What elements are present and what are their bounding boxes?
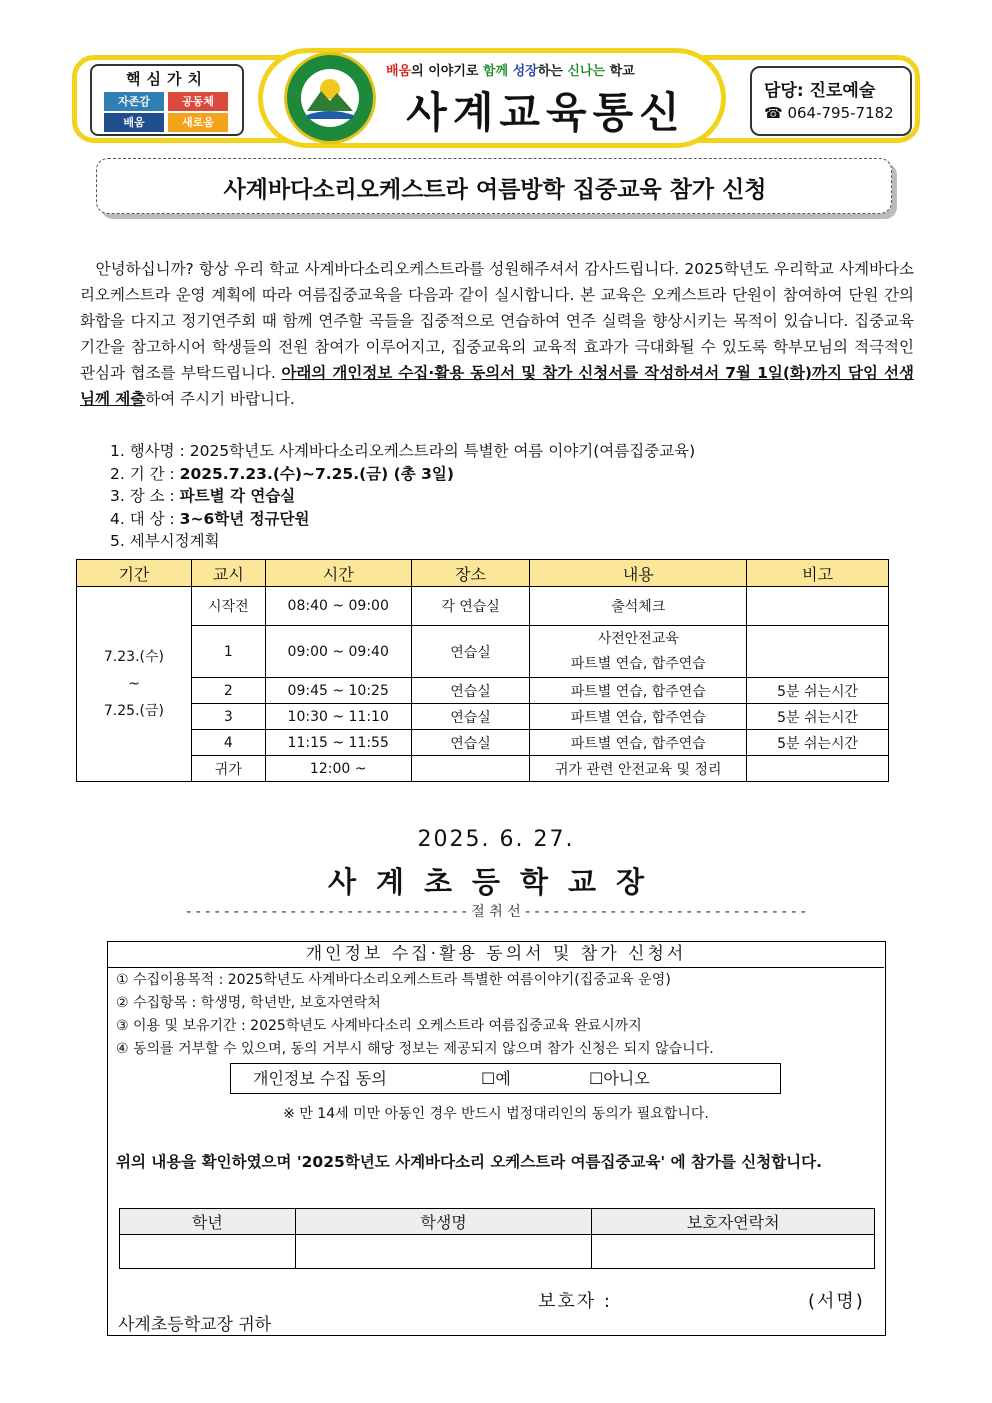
place-cell: 연습실 bbox=[411, 704, 530, 730]
item-period: 2. 기 간 : 2025.7.23.(수)~7.25.(금) (총 3일) bbox=[110, 464, 454, 483]
period-cell: 7.23.(수) ~ 7.25.(금) bbox=[77, 587, 192, 782]
session-cell: 귀가 bbox=[191, 756, 265, 782]
content-cell: 파트별 연습, 합주연습 bbox=[530, 730, 747, 756]
time-cell: 11:15 ~ 11:55 bbox=[265, 730, 411, 756]
agree-yes-option[interactable]: ☐예 bbox=[481, 1069, 511, 1088]
contact-label: 담당: 진로예술 bbox=[764, 81, 876, 101]
note-cell bbox=[747, 587, 889, 626]
application-confirm: 위의 내용을 확인하였으며 '2025학년도 사계바다소리 오케스트라 여름집중교육' 에 참가를 신청합니다. bbox=[116, 1153, 823, 1171]
signature-label: (서명) bbox=[808, 1291, 865, 1312]
event-items bbox=[110, 440, 695, 553]
table-row bbox=[77, 730, 889, 756]
header-note: 비고 bbox=[747, 560, 889, 587]
core-values-box bbox=[90, 64, 244, 136]
item-schedule: 5. 세부시정계획 bbox=[110, 532, 220, 550]
cut-line-label: 절 취 선 bbox=[471, 904, 521, 920]
header-content: 내용 bbox=[530, 560, 747, 587]
note-cell: 5분 쉬는시간 bbox=[747, 704, 889, 730]
header-place: 장소 bbox=[411, 560, 530, 587]
core-value-4: 새로움 bbox=[168, 113, 228, 132]
logo-emblem bbox=[301, 69, 359, 127]
addressee: 사계초등학교장 귀하 bbox=[118, 1315, 272, 1335]
place-cell: 연습실 bbox=[411, 626, 530, 678]
content-cell: 출석체크 bbox=[530, 587, 747, 626]
session-cell: 2 bbox=[191, 678, 265, 704]
principal-name: 사계초등학교장 bbox=[327, 865, 665, 899]
place-cell: 연습실 bbox=[411, 730, 530, 756]
consent-item: ③ 이용 및 보유기간 : 2025학년도 사계바다소리 오케스트라 여름집중교육 완료시까지 bbox=[116, 1018, 642, 1034]
content-cell: 파트별 연습, 합주연습 bbox=[530, 678, 747, 704]
application-table bbox=[119, 1208, 875, 1269]
content-cell: 사전안전교육 파트별 연습, 합주연습 bbox=[530, 626, 747, 678]
time-cell: 08:40 ~ 09:00 bbox=[265, 587, 411, 626]
header-time: 시간 bbox=[265, 560, 411, 587]
table-row bbox=[77, 626, 889, 678]
contact-phone-row bbox=[764, 104, 894, 122]
note-cell: 5분 쉬는시간 bbox=[747, 730, 889, 756]
table-row bbox=[77, 587, 889, 626]
schedule-header-row bbox=[77, 560, 889, 587]
consent-items bbox=[116, 969, 714, 1061]
form-title: 개인정보 수집·활용 동의서 및 참가 신청서 bbox=[108, 942, 884, 968]
application-header-row bbox=[120, 1209, 875, 1235]
schedule-table bbox=[76, 559, 889, 782]
consent-item: ④ 동의를 거부할 수 있으며, 동의 거부시 해당 정보는 제공되지 않으며 참가 신청은 되지 않습니다. bbox=[116, 1041, 714, 1057]
checkbox-no[interactable]: ☐ bbox=[589, 1069, 604, 1088]
note-cell bbox=[747, 626, 889, 678]
note-cell: 5분 쉬는시간 bbox=[747, 678, 889, 704]
grade-field[interactable] bbox=[120, 1235, 296, 1269]
consent-form bbox=[107, 941, 886, 1336]
content-cell: 파트별 연습, 합주연습 bbox=[530, 704, 747, 730]
table-row bbox=[77, 756, 889, 782]
time-cell: 09:45 ~ 10:25 bbox=[265, 678, 411, 704]
contact-box bbox=[750, 66, 912, 136]
table-row bbox=[77, 704, 889, 730]
school-logo bbox=[284, 52, 376, 144]
school-slogan: 배움의 이야기로 함께 성장하는 신나는 학교 bbox=[386, 64, 635, 79]
table-row bbox=[77, 678, 889, 704]
issue-date: 2025. 6. 27. bbox=[417, 827, 575, 852]
header-session: 교시 bbox=[191, 560, 265, 587]
header-grade: 학년 bbox=[120, 1209, 296, 1235]
time-cell: 12:00 ~ bbox=[265, 756, 411, 782]
agree-label: 개인정보 수집 동의 bbox=[253, 1069, 387, 1088]
time-cell: 10:30 ~ 11:10 bbox=[265, 704, 411, 730]
checkbox-yes[interactable]: ☐ bbox=[481, 1069, 496, 1088]
consent-item: ② 수집항목 : 학생명, 학년반, 보호자연락처 bbox=[116, 995, 381, 1011]
guardian-note: ※ 만 14세 미만 아동인 경우 반드시 법정대리인의 동의가 필요합니다. bbox=[283, 1106, 709, 1122]
phone-icon: ☎ bbox=[764, 104, 788, 122]
header-student: 학생명 bbox=[295, 1209, 592, 1235]
core-value-3: 배움 bbox=[104, 113, 164, 132]
cut-line: - - - - - - - - - - - - - - - - - - - - - - - - - - - - - - 절 취 선 - - - - - - - - - - - - - - - - - - - - - - - - - - - - - - bbox=[186, 904, 806, 920]
agree-no-option[interactable]: ☐아니오 bbox=[589, 1069, 650, 1088]
item-place: 3. 장 소 : 파트별 각 연습실 bbox=[110, 487, 296, 505]
paragraph-emphasis: 아래의 개인정보 수집·활용 동의서 및 참가 신청서를 작성하셔서 7월 1일(화)까지 담임 선생님께 제출 bbox=[80, 364, 914, 408]
intro-paragraph bbox=[80, 256, 914, 412]
place-cell: 각 연습실 bbox=[411, 587, 530, 626]
student-name-field[interactable] bbox=[295, 1235, 592, 1269]
session-cell: 시작전 bbox=[191, 587, 265, 626]
core-values-title: 핵심가치 bbox=[126, 70, 208, 88]
guardian-contact-field[interactable] bbox=[592, 1235, 875, 1269]
core-value-2: 공동체 bbox=[168, 92, 228, 111]
item-target: 4. 대 상 : 3~6학년 정규단원 bbox=[110, 509, 310, 528]
newsletter-title: 사계교육통신 bbox=[406, 88, 686, 137]
place-cell bbox=[411, 756, 530, 782]
consent-agree-box bbox=[230, 1063, 781, 1094]
header-period: 기간 bbox=[77, 560, 192, 587]
application-input-row bbox=[120, 1235, 875, 1269]
note-cell bbox=[747, 756, 889, 782]
session-cell: 4 bbox=[191, 730, 265, 756]
consent-item: ① 수집이용목적 : 2025학년도 사계바다소리오케스트라 특별한 여름이야기(집중교육 운영) bbox=[116, 972, 671, 988]
mountain-icon bbox=[301, 69, 359, 127]
core-value-1: 자존감 bbox=[104, 92, 164, 111]
header-contact: 보호자연락처 bbox=[592, 1209, 875, 1235]
time-cell: 09:00 ~ 09:40 bbox=[265, 626, 411, 678]
document-subtitle: 사계바다소리오케스트라 여름방학 집중교육 참가 신청 bbox=[223, 177, 767, 203]
guardian-label: 보호자 : bbox=[538, 1291, 612, 1312]
session-cell: 3 bbox=[191, 704, 265, 730]
session-cell: 1 bbox=[191, 626, 265, 678]
place-cell: 연습실 bbox=[411, 678, 530, 704]
contact-phone: 064-795-7182 bbox=[787, 104, 894, 122]
subtitle-box bbox=[96, 158, 892, 214]
item-name: 1. 행사명 : 2025학년도 사계바다소리오케스트라의 특별한 여름 이야기(여름집중교육) bbox=[110, 442, 696, 460]
content-cell: 귀가 관련 안전교육 및 정리 bbox=[530, 756, 747, 782]
paragraph-closing: 하여 주시기 바랍니다. bbox=[145, 390, 295, 408]
paragraph-text: 안녕하십니까? 항상 우리 학교 사계바다소리오케스트라를 성원해주셔서 감사드립니다. 2025학년도 우리학교 사계바다소리오케스트라 운영 계획에 따라 여름집중교육을 다음과 같이 실시합니다. 본 교육은 오케스트라 단원이 참여하여 단원 간의 화합을 다지고 정기연주회 때 함께 연주할 곡들을 집중적으로 연습하여 연주 실력을 향상시키는 목적이 있습니다. 집중교육 기간을 참고하시어 학생들의 전원 참여가 이루어지고, 집중교육의 교육적 효과가 극대화될 수 있도록 학부모님의 적극적인 관심과 협조를 부탁드립니다. bbox=[80, 260, 914, 382]
